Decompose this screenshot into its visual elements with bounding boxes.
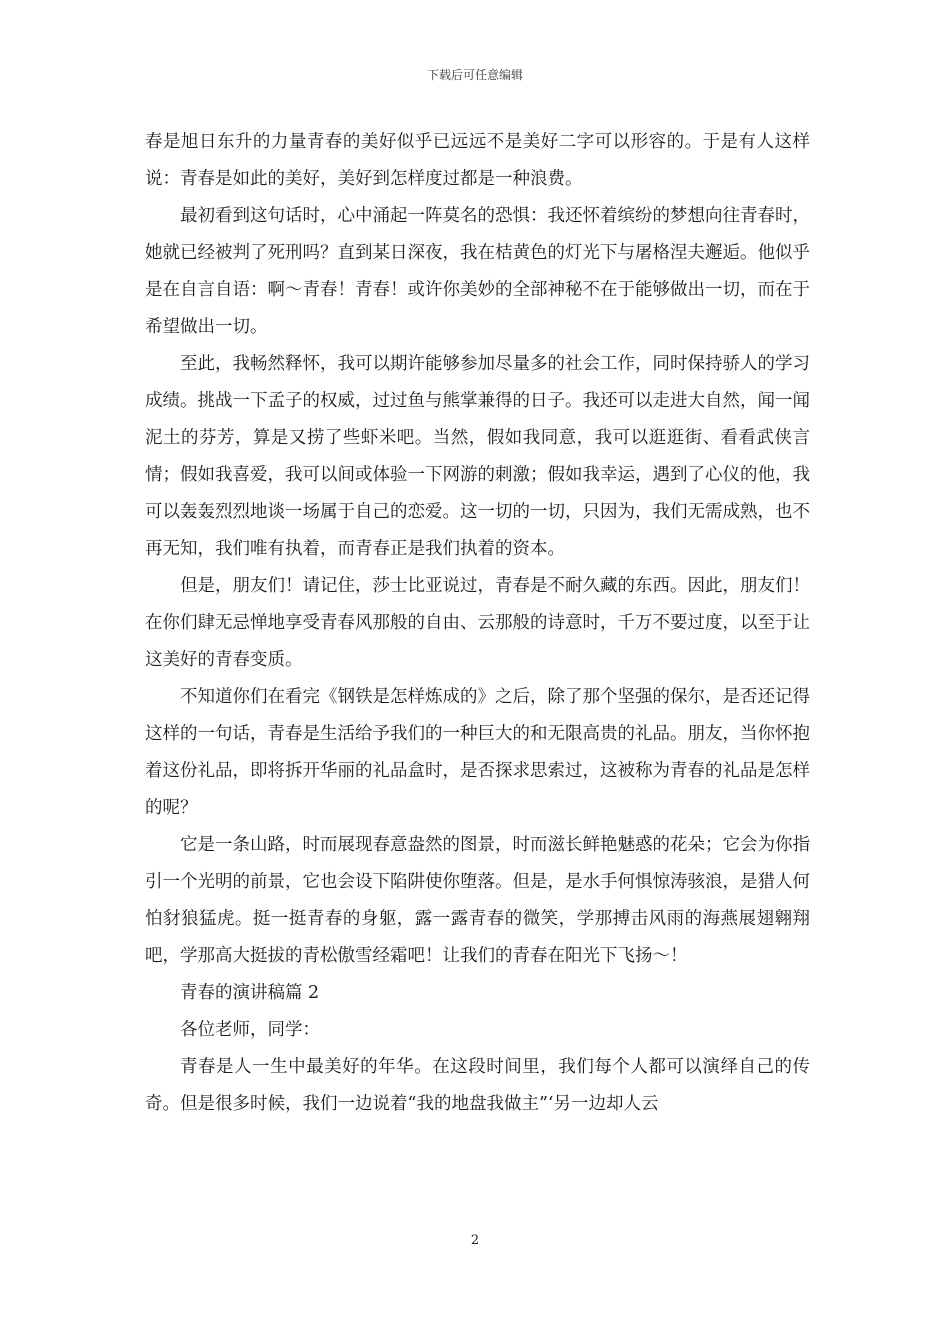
paragraph-6: 它是一条山路，时而展现春意盎然的图景，时而滋长鲜艳魅惑的花朵；它会为你指引一个光明的前景，它也会设下陷阱使你堕落。但是，是水手何惧惊涛骇浪，是猎人何怕豺狼猛虎。挺一挺青春的身躯，露一露青春的微笑，学那搏击风雨的海燕展翅翱翔吧，学那高大挺拔的青松傲雪经霜吧！让我们的青春在阳光下飞扬～！ [145, 835, 810, 966]
page-header: 下载后可任意编辑 [426, 68, 523, 82]
salutation: 各位老师，同学： [180, 1020, 320, 1040]
section-heading: 青春的演讲稿篇 2 [180, 983, 320, 1003]
page-number: 2 [470, 1233, 480, 1248]
paragraph-7: 青春是人一生中最美好的年华。在这段时间里，我们每个人都可以演绎自己的传奇。但是很多时候，我们一边说着“我的地盘我做主”‘另一边却人云 [145, 1057, 810, 1114]
paragraph-4: 但是，朋友们！请记住，莎士比亚说过，青春是不耐久藏的东西。因此，朋友们！在你们肆无忌惮地享受青春风那般的自由、云那般的诗意时，千万不要过度，以至于让这美好的青春变质。 [145, 576, 810, 670]
paragraph-3: 至此，我畅然释怀，我可以期许能够参加尽量多的社会工作，同时保持骄人的学习成绩。挑战一下孟子的权威，过过鱼与熊掌兼得的日子。我还可以走进大自然，闻一闻泥土的芬芳，算是又捞了些虾米吧。当然，假如我同意，我可以逛逛街、看看武侠言情；假如我喜爱，我可以间或体验一下网游的刺激；假如我幸运，遇到了心仪的他，我可以轰轰烈烈地谈一场属于自己的恋爱。这一切的一切，只因为，我们无需成熟，也不再无知，我们唯有执着，而青春正是我们执着的资本。 [145, 354, 810, 559]
document-body [145, 124, 810, 1123]
paragraph-2: 最初看到这句话时，心中涌起一阵莫名的恐惧：我还怀着缤纷的梦想向往青春时，她就已经被判了死刑吗？直到某日深夜，我在桔黄色的灯光下与屠格涅夫邂逅。他似乎是在自言自语：啊～青春！青春！或许你美妙的全部神秘不在于能够做出一切，而在于希望做出一切。 [145, 206, 810, 337]
paragraph-5: 不知道你们在看完《钢铁是怎样炼成的》之后，除了那个坚强的保尔，是否还记得这样的一句话，青春是生活给予我们的一种巨大的和无限高贵的礼品。朋友，当你怀抱着这份礼品，即将拆开华丽的礼品盒时，是否探求思索过，这被称为青春的礼品是怎样的呢？ [145, 687, 810, 818]
paragraph-1: 春是旭日东升的力量青春的美好似乎已远远不是美好二字可以形容的。于是有人这样说：青春是如此的美好，美好到怎样度过都是一种浪费。 [145, 132, 810, 189]
